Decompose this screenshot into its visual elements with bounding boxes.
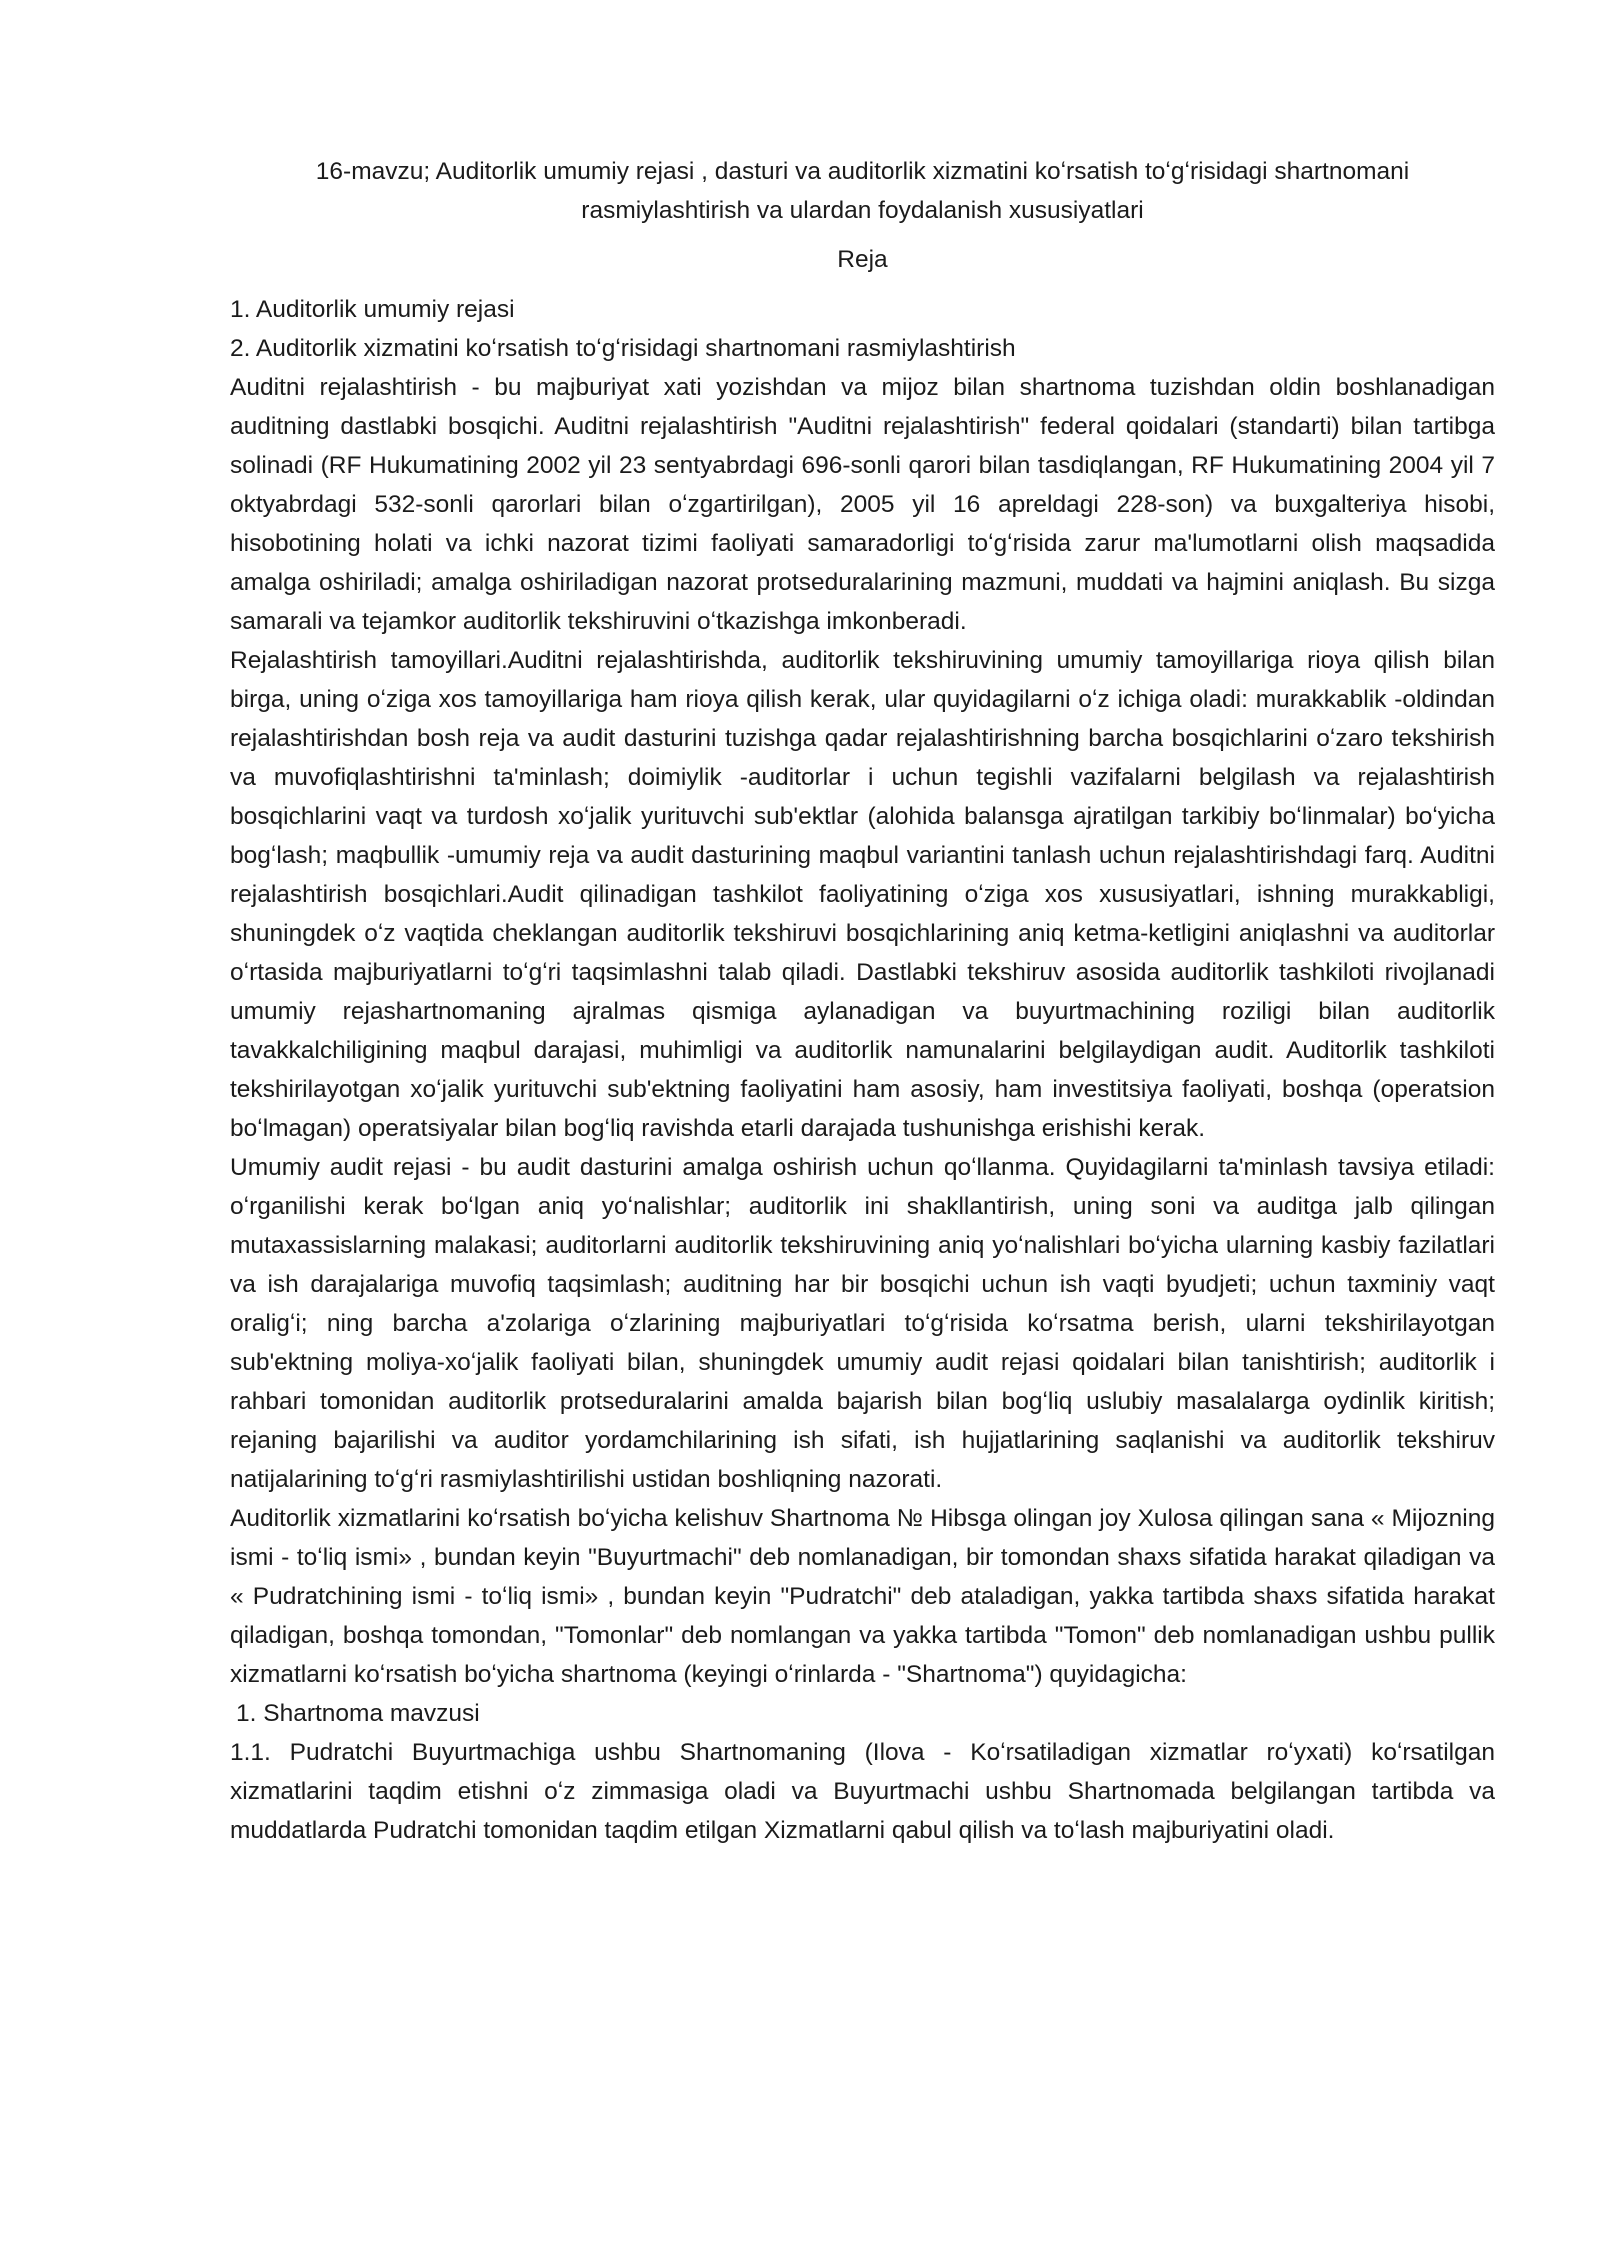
document-body — [230, 152, 1495, 1850]
paragraph-contract-intro: Auditorlik xizmatlarini koʻrsatish boʻyicha kelishuv Shartnoma № Hibsga olingan joy Xulosa qilingan sana « Mijozning ismi - toʻliq ismi» , bundan keyin "Buyurtmachi" deb nomlanadigan, bir tomondan shaxs sifatida harakat qiladigan va « Pudratchining ismi - toʻliq ismi» , bundan keyin "Pudratchi" deb ataladigan, yakka tartibda shaxs sifatida harakat qiladigan, boshqa tomondan, "Tomonlar" deb nomlangan va yakka tartibda "Tomon" deb nomlanadigan ushbu pullik xizmatlarni koʻrsatish boʻyicha shartnoma (keyingi oʻrinlarda - "Shartnoma") quyidagicha: — [230, 1505, 1495, 1688]
paragraph-planning-principles: Rejalashtirish tamoyillari.Auditni rejalashtirishda, auditorlik tekshiruvining umumiy tamoyillariga rioya qilish bilan birga, uning oʻziga xos tamoyillariga ham rioya qilish kerak, ular quyidagilarni oʻz ichiga oladi: murakkablik -oldindan rejalashtirishdan bosh reja va audit dasturini tuzishga qadar rejalashtirishning barcha bosqichlarini oʻzaro tekshirish va muvofiqlashtirishni ta'minlash; doimiylik -auditorlar i uchun tegishli vazifalarni belgilash va rejalashtirish bosqichlarini vaqt va turdosh xoʻjalik yurituvchi sub'ektlar (alohida balansga ajratilgan tarkibiy boʻlinmalar) boʻyicha bogʻlash; maqbullik -umumiy reja va audit dasturining maqbul variantini tanlash uchun rejalashtirishdagi farq. Auditni rejalashtirish bosqichlari.Audit qilinadigan tashkilot faoliyatining oʻziga xos xususiyatlari, ishning murakkabligi, shuningdek oʻz vaqtida cheklangan auditorlik tekshiruvi bosqichlarining aniq ketma-ketligini aniqlashni va auditorlar oʻrtasida majburiyatlarni toʻgʻri taqsimlashni talab qiladi. Dastlabki tekshiruv asosida auditorlik tashkiloti rivojlanadi umumiy rejashartnomaning ajralmas qismiga aylanadigan va buyurtmachining roziligi bilan auditorlik tavakkalchiligining maqbul darajasi, muhimligi va auditorlik namunalarini belgilaydigan audit. Auditorlik tashkiloti tekshirilayotgan xoʻjalik yurituvchi sub'ektning faoliyatini ham asosiy, ham investitsiya faoliyati, boshqa (operatsion boʻlmagan) operatsiyalar bilan bogʻliq ravishda etarli darajada tushunishga erishishi kerak. — [230, 647, 1495, 1142]
plan-item: 1. Auditorlik umumiy rejasi — [230, 296, 515, 323]
plan-heading: Reja — [837, 246, 888, 273]
paragraph-general-audit-plan: Umumiy audit rejasi - bu audit dasturini amalga oshirish uchun qoʻllanma. Quyidagilarni ta'minlash tavsiya etiladi: oʻrganilishi kerak boʻlgan aniq yoʻnalishlar; auditorlik ini shakllantirish, uning soni va auditga jalb qilingan mutaxassislarning malakasi; auditorlarni auditorlik tekshiruvining aniq yoʻnalishlari boʻyicha ularning kasbiy fazilatlari va ish darajalariga muvofiq taqsimlash; auditning har bir bosqichi uchun ish vaqti byudjeti; uchun taxminiy vaqt oraligʻi; ning barcha a'zolariga oʻzlarining majburiyatlari toʻgʻrisida koʻrsatma berish, ularni tekshirilayotgan sub'ektning moliya-xoʻjalik faoliyati bilan, shuningdek umumiy audit rejasi qoidalari bilan tanishtirish; auditorlik i rahbari tomonidan auditorlik protseduralarini amalda bajarish bilan bogʻliq uslubiy masalalarga oydinlik kiritish; rejaning bajarilishi va auditor yordamchilarining ish sifati, ish hujjatlarining saqlanishi va auditorlik tekshiruv natijalarining toʻgʻri rasmiylashtirilishi ustidan boshliqning nazorati. — [230, 1154, 1495, 1493]
paragraph-audit-planning: Auditni rejalashtirish - bu majburiyat xati yozishdan va mijoz bilan shartnoma tuzishdan oldin boshlanadigan auditning dastlabki bosqichi. Auditni rejalashtirish "Auditni rejalashtirish" federal qoidalari (standarti) bilan tartibga solinadi (RF Hukumatining 2002 yil 23 sentyabrdagi 696-sonli qarori bilan tasdiqlangan, RF Hukumatining 2004 yil 7 oktyabrdagi 532-sonli qarorlari bilan oʻzgartirilgan), 2005 yil 16 apreldagi 228-son) va buxgalteriya hisobi, hisobotining holati va ichki nazorat tizimi faoliyati samaradorligi toʻgʻrisida zarur ma'lumotlarni olish maqsadida amalga oshiriladi; amalga oshiriladigan nazorat protseduralarining mazmuni, muddati va hajmini aniqlash. Bu sizga samarali va tejamkor auditorlik tekshiruvini oʻtkazishga imkonberadi. — [230, 374, 1495, 635]
document-title: 16-mavzu; Auditorlik umumiy rejasi , dasturi va auditorlik xizmatini koʻrsatish toʻgʻrisidagi shartnomani rasmiylashtirish va ulardan foydalanish xususiyatlari — [315, 158, 1410, 224]
section-heading: 1. Shartnoma mavzusi — [236, 1700, 480, 1727]
plan-item: 2. Auditorlik xizmatini koʻrsatish toʻgʻrisidagi shartnomani rasmiylashtirish — [230, 335, 1016, 362]
paragraph-contract-subject: 1.1. Pudratchi Buyurtmachiga ushbu Shartnomaning (Ilova - Koʻrsatiladigan xizmatlar roʻyxati) koʻrsatilgan xizmatlarini taqdim etishni oʻz zimmasiga oladi va Buyurtmachi ushbu Shartnomada belgilangan tartibda va muddatlarda Pudratchi tomonidan taqdim etilgan Xizmatlarni qabul qilish va toʻlash majburiyatini oladi. — [230, 1739, 1495, 1844]
